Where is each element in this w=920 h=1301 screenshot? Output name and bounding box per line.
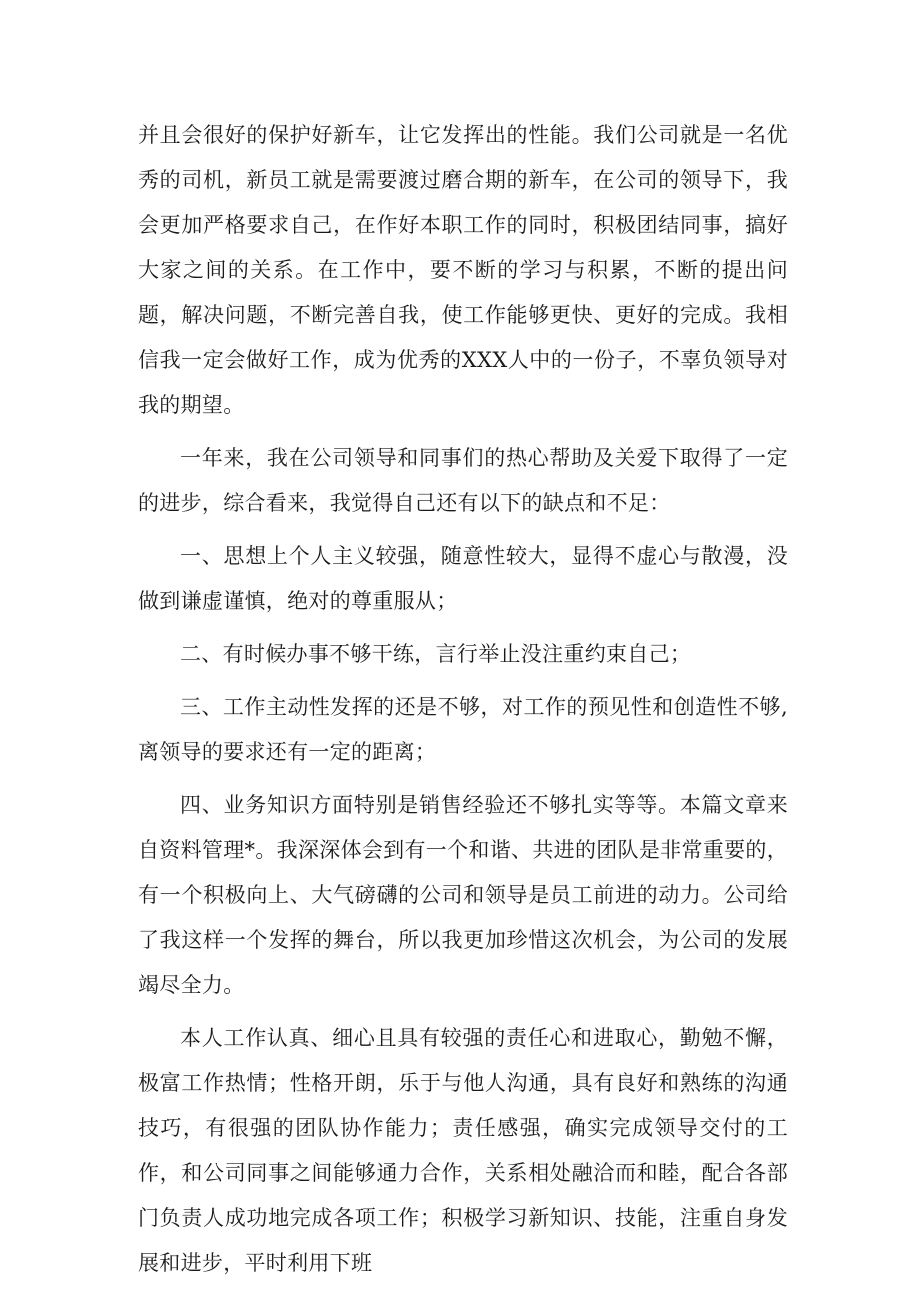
paragraph-2: 一年来，我在公司领导和同事们的热心帮助及关爱下取得了一定的进步，综合看来，我觉得自己还有以下的缺点和不足：: [138, 446, 788, 515]
paragraph-7: 本人工作认真、细心且具有较强的责任心和进取心，勤勉不懈，极富工作热情；性格开朗，乐于与他人沟通，具有良好和熟练的沟通技巧，有很强的团队协作能力；责任感强，确实完成领导交付的工作，和公司同事之间能够通力合作，关系相处融洽而和睦，配合各部门负责人成功地完成各项工作；积极学习新知识、技能，注重自身发展和进步，平时利用下班: [138, 1026, 788, 1275]
paragraph-5: 三、工作主动性发挥的还是不够，对工作的预见性和创造性不够,离领导的要求还有一定的距离；: [138, 695, 788, 764]
paragraph-6: 四、业务知识方面特别是销售经验还不够扎实等等。本篇文章来自资料管理*。我深深体会到有一个和谐、共进的团队是非常重要的，有一个积极向上、大气磅礴的公司和领导是员工前进的动力。公司给了我这样一个发挥的舞台，所以我更加珍惜这次机会，为公司的发展竭尽全力。: [138, 793, 788, 997]
paragraph-4: 二、有时候办事不够干练，言行举止没注重约束自己；: [180, 642, 692, 666]
paragraph-1: 并且会很好的保护好新车，让它发挥出的性能。我们公司就是一名优秀的司机，新员工就是需要渡过磨合期的新车，在公司的领导下，我会更加严格要求自己，在作好本职工作的同时，积极团结同事，搞好大家之间的关系。在工作中，要不断的学习与积累，不断的提出问题，解决问题，不断完善自我，使工作能够更快、更好的完成。我相信我一定会做好工作，成为优秀的XXX人中的一份子，不辜负领导对我的期望。: [138, 123, 788, 417]
paragraph-3: 一、思想上个人主义较强，随意性较大，显得不虚心与散漫，没做到谦虚谨慎，绝对的尊重服从；: [138, 544, 788, 613]
document-body: [138, 113, 788, 1294]
